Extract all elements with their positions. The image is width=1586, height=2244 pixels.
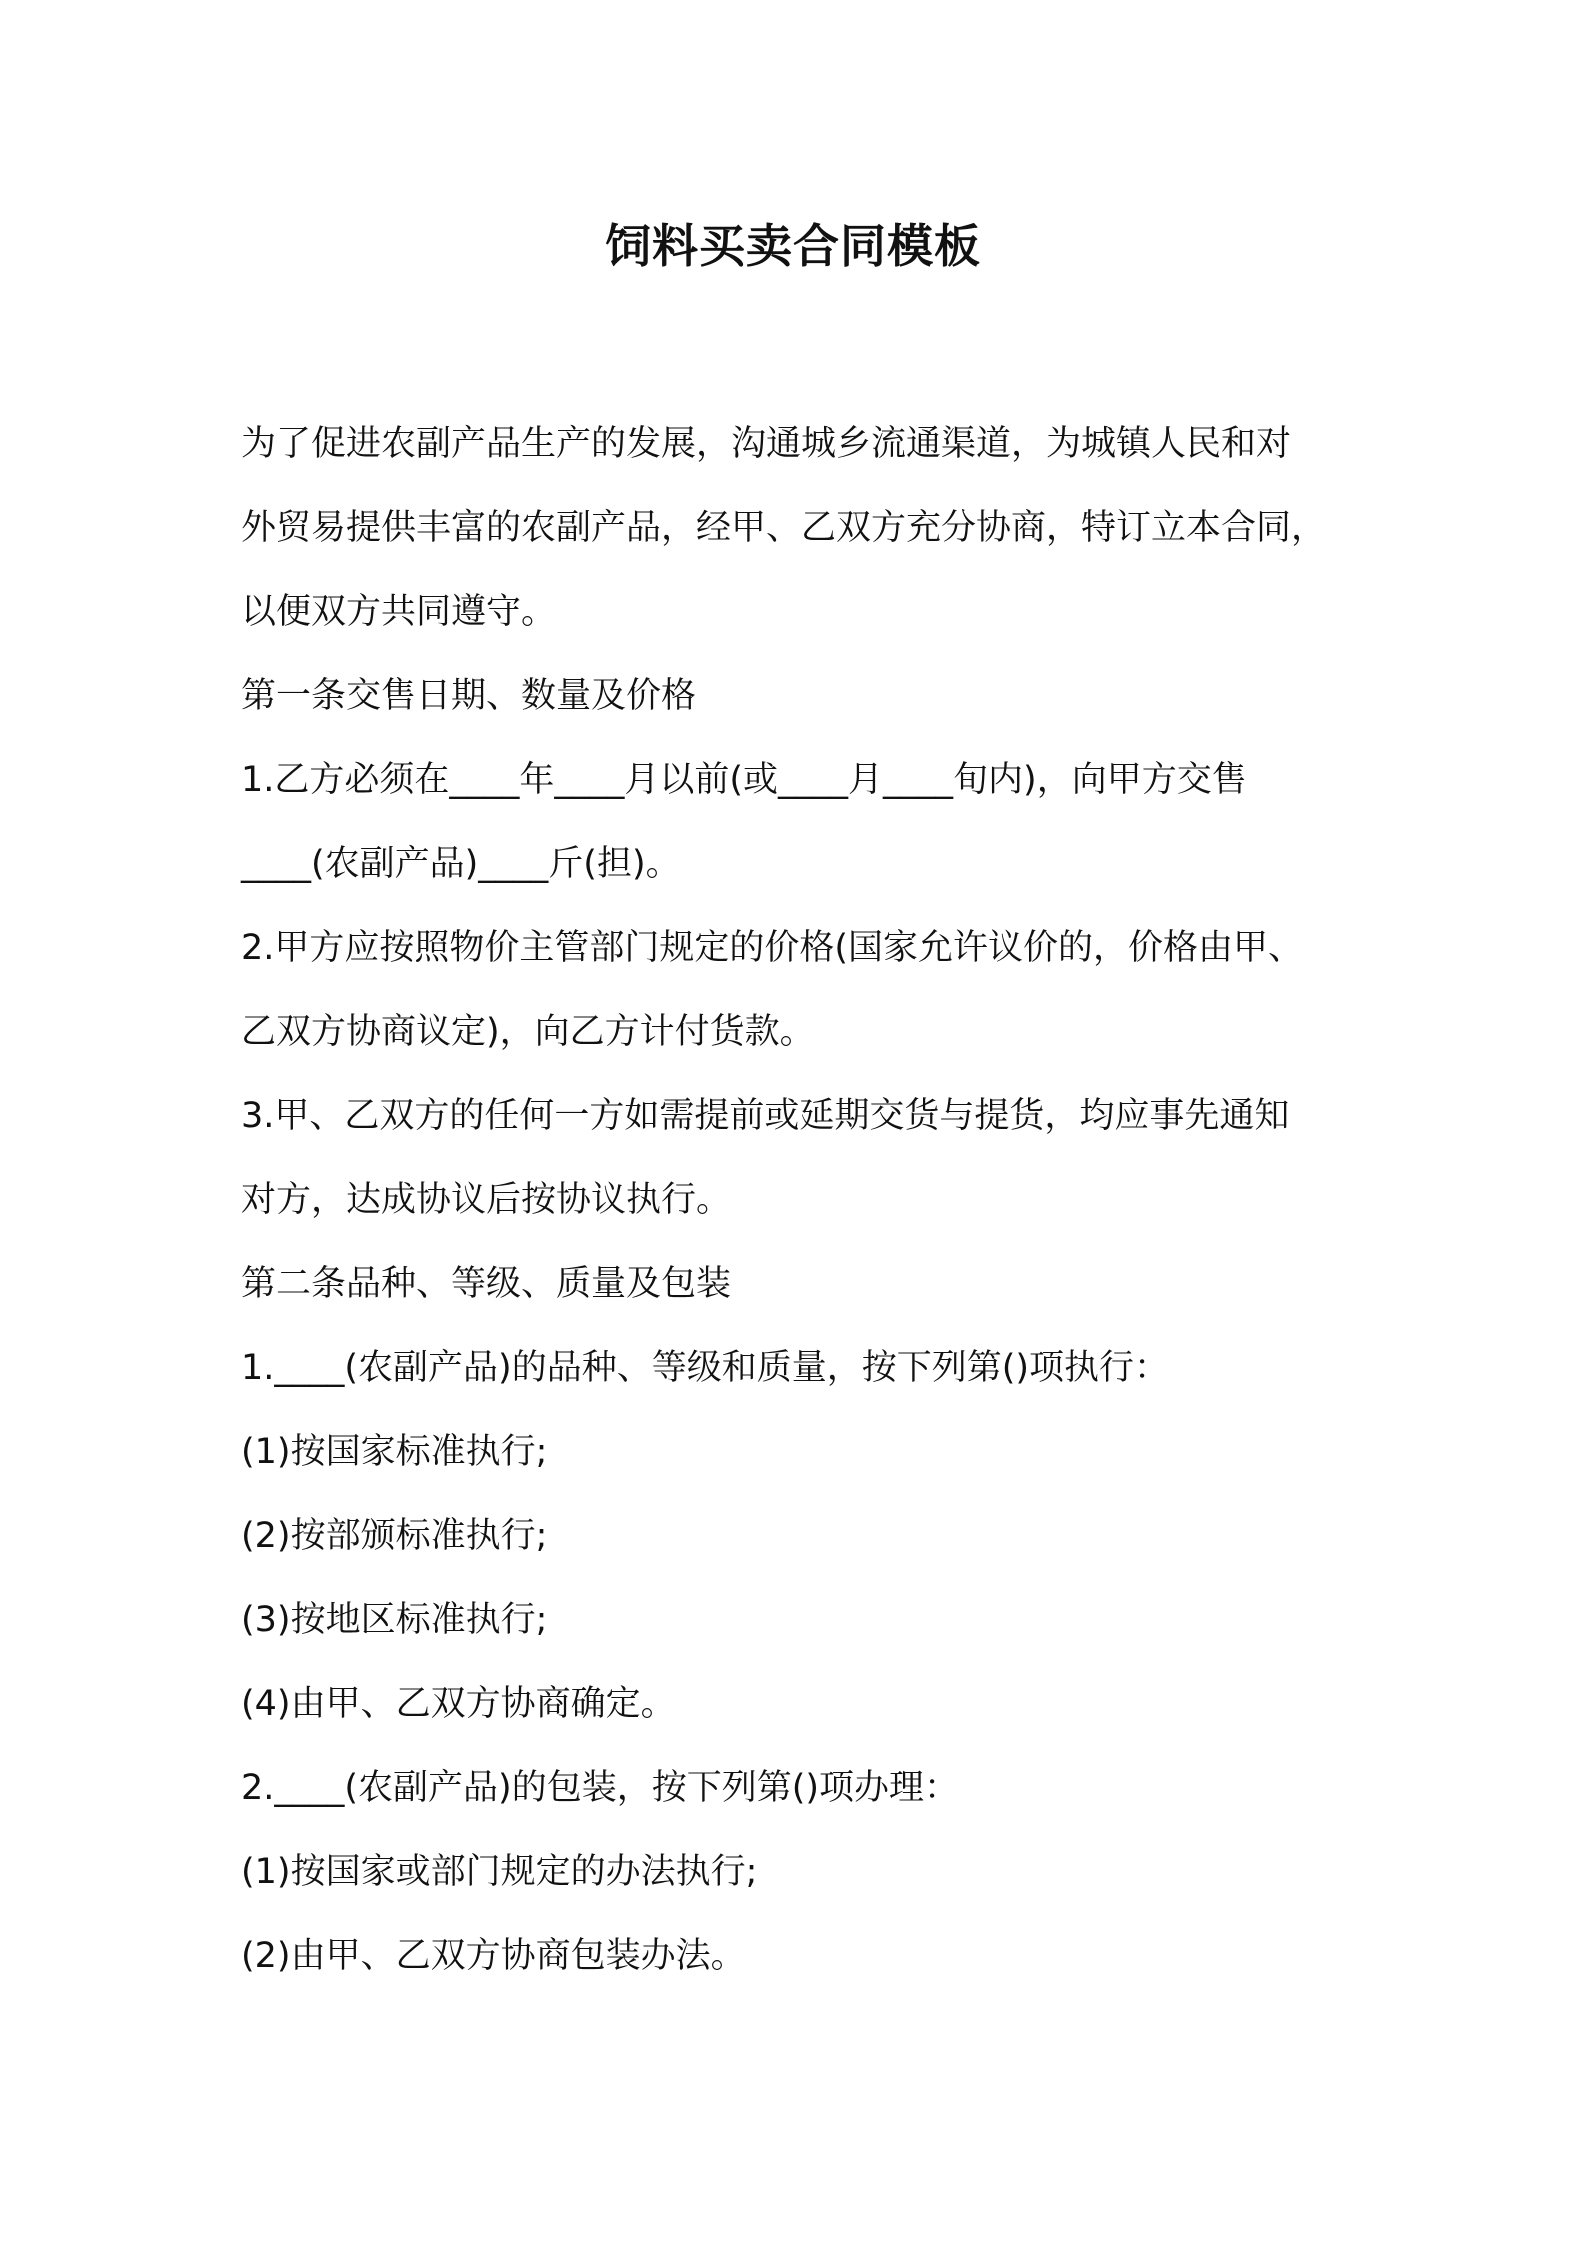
clause-2-1-option-2: (2)按部颁标准执行; [241, 1516, 548, 1556]
clause-2-1-option-3: (3)按地区标准执行; [241, 1600, 548, 1640]
body-line-3: 以便双方共同遵守。 [241, 592, 557, 632]
clause-1-2-line-1: 2.甲方应按照物价主管部门规定的价格(国家允许议价的，价格由甲、 [241, 928, 1304, 968]
clause-1-1-line-1: 1.乙方必须在____年____月以前(或____月____旬内)，向甲方交售 [241, 760, 1247, 800]
document-body [241, 402, 1361, 1998]
clause-2-1-option-4: (4)由甲、乙双方协商确定。 [241, 1684, 676, 1724]
clause-1-3-line-2: 对方，达成协议后按协议执行。 [241, 1180, 732, 1220]
clause-2-2: 2.____(农副产品)的包装，按下列第()项办理： [241, 1768, 960, 1808]
clause-2-2-option-2: (2)由甲、乙双方协商包装办法。 [241, 1936, 746, 1976]
body-line-2: 外贸易提供丰富的农副产品，经甲、乙双方充分协商，特订立本合同， [241, 508, 1327, 548]
clause-2-2-option-1: (1)按国家或部门规定的办法执行; [241, 1852, 758, 1892]
document-title: 饲料买卖合同模板 [605, 219, 981, 273]
section-heading-2: 第二条品种、等级、质量及包装 [241, 1264, 732, 1304]
clause-1-1-line-2: ____(农副产品)____斤(担)。 [241, 844, 681, 884]
clause-2-1-option-1: (1)按国家标准执行; [241, 1432, 548, 1472]
body-line-1: 为了促进农副产品生产的发展，沟通城乡流通渠道，为城镇人民和对 [241, 424, 1292, 464]
clause-1-2-line-2: 乙双方协商议定)，向乙方计付货款。 [241, 1012, 815, 1052]
clause-1-3-line-1: 3.甲、乙双方的任何一方如需提前或延期交货与提货，均应事先通知 [241, 1096, 1290, 1136]
section-heading-1: 第一条交售日期、数量及价格 [241, 676, 697, 716]
clause-2-1: 1.____(农副产品)的品种、等级和质量，按下列第()项执行： [241, 1348, 1170, 1388]
